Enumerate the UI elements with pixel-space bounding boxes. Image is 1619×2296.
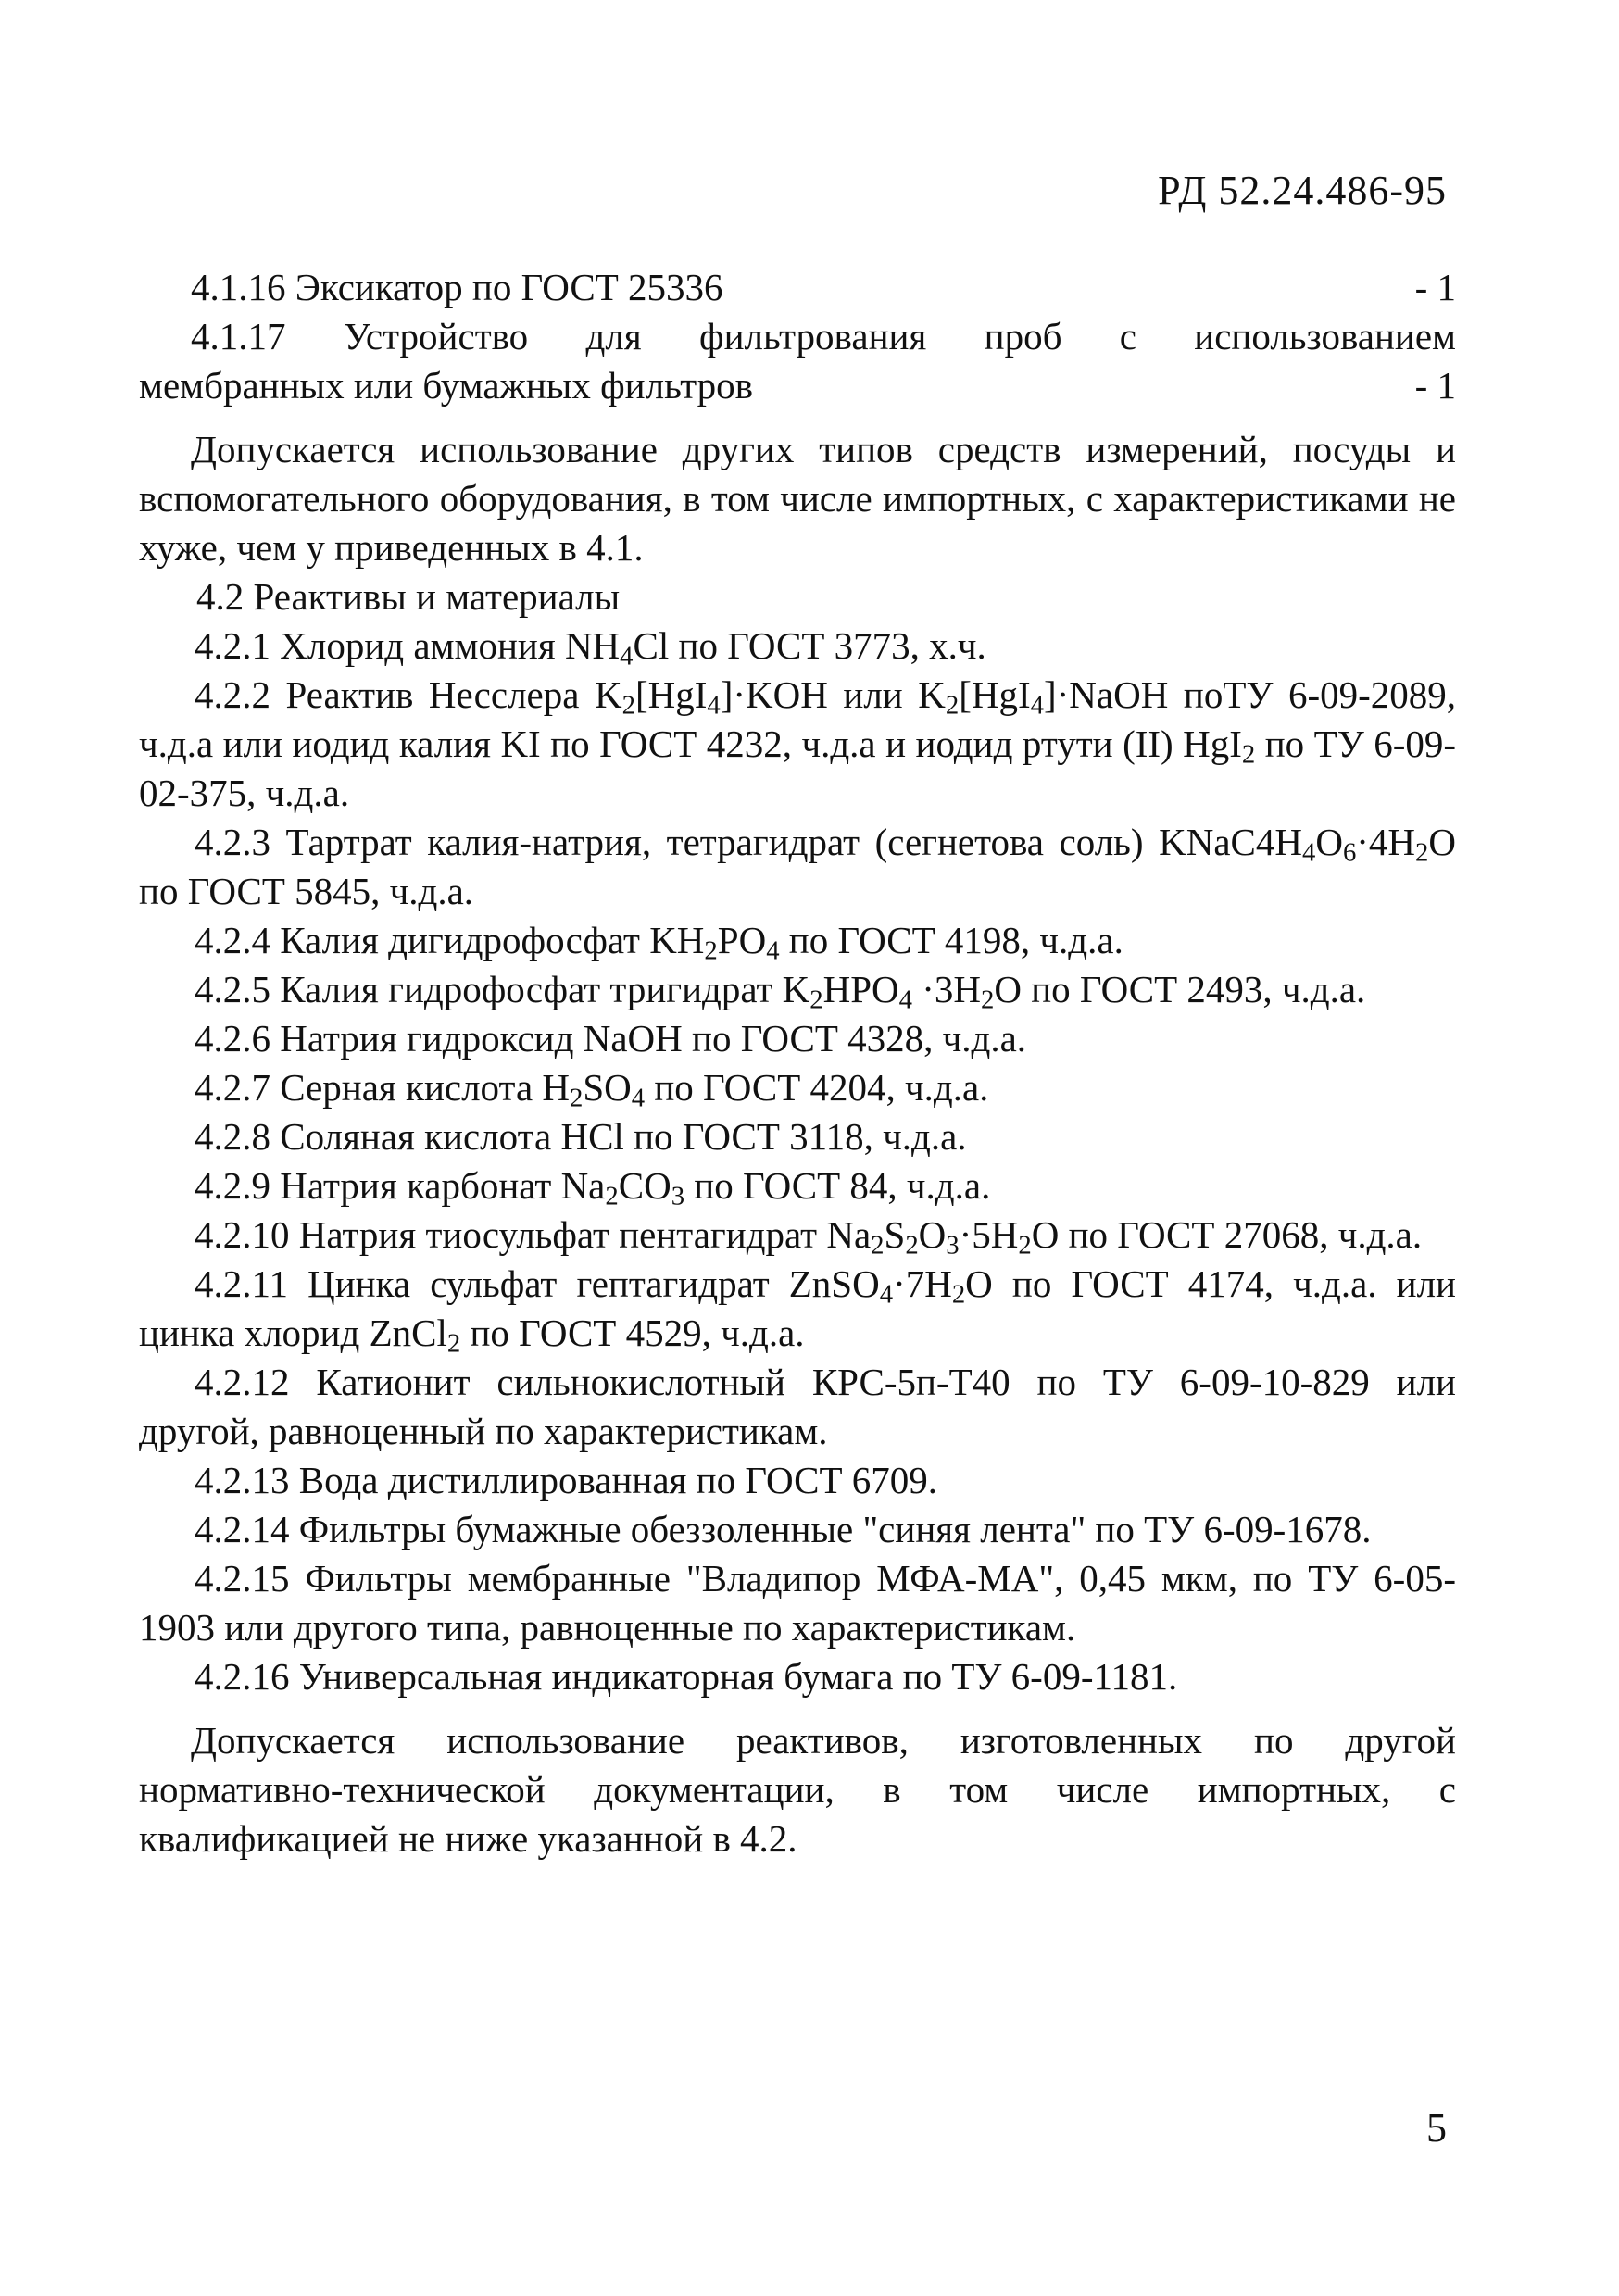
page-number: 5	[1426, 2105, 1447, 2151]
section-title: 4.2 Реактивы и материалы	[196, 575, 621, 618]
reagent-4-2-4: 4.2.4 Калия дигидрофосфат $KH_2PO_4$ по ГОСТ 4198, ч.д.а.	[195, 919, 1123, 966]
document-code: РД 52.24.486-95	[1158, 168, 1447, 213]
page-body	[139, 263, 1456, 1863]
reagent-4-2-16: 4.2.16 Универсальная индикаторная бумага по ТУ 6-09-1181.	[195, 1655, 1178, 1698]
reagent-4-2-7: 4.2.7 Серная кислота $H_2SO_4$ по ГОСТ 4204, ч.д.а.	[195, 1066, 989, 1113]
equipment-text-line2: мембранных или бумажных фильтров	[139, 364, 753, 407]
reagent-4-2-1: 4.2.1 Хлорид аммония $NH_4Cl$ по ГОСТ 3773, х.ч.	[195, 624, 986, 671]
reagents-note: Допускается использование реактивов, изготовленных по другой нормативно-технической документации, в том числе импортных, с квалификацией не ниже указанной в 4.2.	[139, 1719, 1456, 1860]
reagent-4-2-5: 4.2.5 Калия гидрофосфат тригидрат $K_2HPO_4 \cdot 3H_2O$ по ГОСТ 2493, ч.д.а.	[195, 968, 1366, 1015]
reagent-4-2-6: 4.2.6 Натрия гидроксид NaOH по ГОСТ 4328, ч.д.а.	[195, 1017, 1027, 1060]
equipment-qty: - 1	[1414, 266, 1456, 308]
equipment-text-line1: 4.1.17 Устройство для фильтрования проб с использованием	[191, 315, 1456, 358]
equipment-item-4-1-17	[139, 312, 1456, 410]
reagent-4-2-8: 4.2.8 Соляная кислота HCl по ГОСТ 3118, ч.д.а.	[195, 1115, 967, 1158]
equipment-qty: - 1	[1414, 364, 1456, 407]
reagent-4-2-11: 4.2.11 Цинка сульфат гептагидрат $ZnSO_4\cdot 7H_2O$ по ГОСТ 4174, ч.д.а. или цинка хлорид ZnCl$_2$ по ГОСТ 4529, ч.д.а.	[139, 1262, 1456, 1359]
equipment-note: Допускается использование других типов средств измерений, посуды и вспомогательного оборудования, в том числе импортных, с характеристиками не хуже, чем у приведенных в 4.1.	[139, 428, 1456, 569]
reagent-4-2-12: 4.2.12 Катионит сильнокислотный КРС-5п-Т40 по ТУ 6-09-10-829 или другой, равноценный по характеристикам.	[139, 1361, 1456, 1452]
reagent-4-2-9: 4.2.9 Натрия карбонат $Na_2CO_3$ по ГОСТ 84, ч.д.а.	[195, 1164, 991, 1211]
reagent-4-2-10: 4.2.10 Натрия тиосульфат пентагидрат $Na_2S_2O_3\cdot 5H_2O$ по ГОСТ 27068, ч.д.а.	[195, 1213, 1423, 1261]
reagent-4-2-13: 4.2.13 Вода дистиллированная по ГОСТ 6709.	[195, 1459, 938, 1501]
equipment-text: 4.1.16 Эксикатор по ГОСТ 25336	[191, 266, 723, 308]
reagent-4-2-3: 4.2.3 Тартрат калия-натрия, тетрагидрат (сегнетова соль) $KNaC4H_4O_6\cdot 4H_2O$ по ГОСТ 5845, ч.д.а.	[139, 821, 1456, 912]
reagent-4-2-15: 4.2.15 Фильтры мембранные "Владипор МФА-МА", 0,45 мкм, по ТУ 6-05-1903 или другого типа, равноценные по характеристикам.	[139, 1557, 1456, 1649]
equipment-item-4-1-16	[139, 263, 1456, 312]
reagent-4-2-2: 4.2.2 Реактив Несслера $K_2[HgI_4]\cdot KOH$ или $K_2[HgI_4]\cdot NaOH$ поТУ 6-09-2089, ч.д.а или иодид калия KI по ГОСТ 4232, ч.д.а и иодид ртути (II) HgI$_2$ по ТУ 6-09-02-375, ч.д.а.	[139, 673, 1456, 814]
reagent-4-2-14: 4.2.14 Фильтры бумажные обеззоленные "синяя лента" по ТУ 6-09-1678.	[195, 1508, 1372, 1550]
